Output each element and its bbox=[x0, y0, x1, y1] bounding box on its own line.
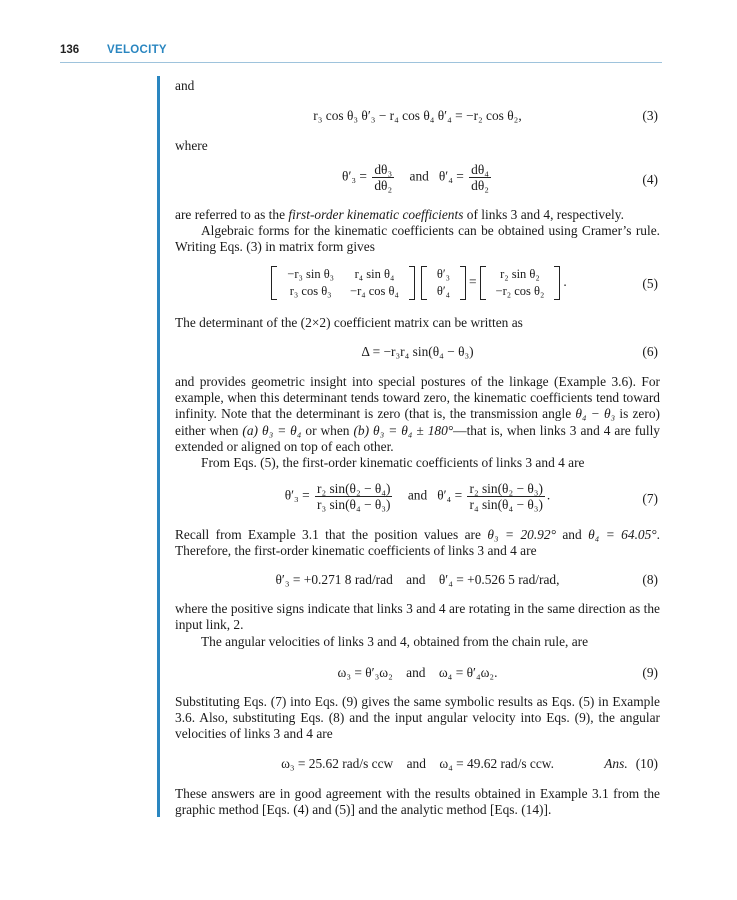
equation-3 bbox=[175, 108, 660, 128]
equation-7-frac2 bbox=[467, 481, 544, 512]
equation-7 bbox=[175, 481, 660, 517]
insight-case-a: (a) bbox=[242, 422, 259, 438]
equation-7-den1: r₃ sin(θ₄ − θ₃) bbox=[316, 497, 391, 512]
equation-4-and: and bbox=[409, 168, 429, 184]
equation-9 bbox=[175, 665, 660, 685]
matrix-cell-21: r₃ cos θ₃ bbox=[289, 284, 332, 298]
equation-4-frac1 bbox=[372, 162, 394, 193]
insight-case-b: (b) bbox=[353, 422, 370, 438]
insight-condition-b: θ₃ = θ₄ ± 180° bbox=[373, 422, 454, 438]
first-order-term: first-order kinematic coefficients bbox=[288, 207, 464, 222]
equation-8 bbox=[175, 572, 660, 592]
example-sidebar-rule bbox=[157, 76, 160, 817]
chapter-title: VELOCITY bbox=[107, 44, 167, 56]
matrix-cell-22: −r₄ cos θ₄ bbox=[350, 284, 399, 298]
vector-cell-1: θ′₃ bbox=[436, 267, 450, 281]
equation-7-lhs2: θ′₄ = bbox=[437, 487, 463, 503]
insight-text-2: is zero) either when bbox=[175, 406, 660, 438]
equation-5-rhs-vector bbox=[480, 266, 561, 300]
equation-9-number: (9) bbox=[642, 665, 658, 680]
equation-10-body: ω₃ = 25.62 rad/s ccw and ω₄ = 49.62 rad/s ccw. bbox=[281, 756, 554, 771]
equation-4-num2: dθ₄ bbox=[471, 162, 489, 177]
rhs-cell-1: r₂ sin θ₂ bbox=[500, 267, 540, 281]
paragraph-where: where bbox=[175, 138, 208, 153]
first-order-post: of links 3 and 4, respectively. bbox=[463, 207, 624, 222]
equation-4-body bbox=[175, 162, 660, 193]
equation-10-number-group bbox=[604, 756, 658, 772]
equation-4-den2: dθ₂ bbox=[471, 178, 489, 193]
matrix-cell-12: r₄ sin θ₄ bbox=[354, 267, 395, 281]
insight-condition-a: θ₃ = θ₄ bbox=[262, 422, 302, 438]
equation-10 bbox=[175, 756, 660, 776]
insight-text-3: —that is, when links 3 and 4 are fully extended or aligned on top of each other. bbox=[175, 422, 660, 454]
paragraph-recall bbox=[175, 527, 660, 559]
equation-7-body bbox=[175, 481, 660, 512]
recall-and: and bbox=[555, 527, 589, 542]
equation-7-num1: r₂ sin(θ₂ − θ₄) bbox=[316, 481, 391, 496]
equation-5-unknown-vector bbox=[421, 266, 466, 300]
equation-4 bbox=[175, 162, 660, 198]
equation-5-period: . bbox=[563, 274, 567, 290]
equation-4-lhs2: θ′₄ = bbox=[438, 168, 464, 184]
equation-5-number: (5) bbox=[642, 276, 658, 291]
insight-or: or when bbox=[301, 422, 354, 438]
equation-4-den1: dθ₂ bbox=[374, 178, 393, 193]
equation-8-body: θ′₃ = +0.271 8 rad/rad and θ′₄ = +0.526 5 rad/rad, bbox=[275, 572, 560, 587]
paragraph-and: and bbox=[175, 78, 195, 93]
equation-7-period: . bbox=[546, 487, 551, 503]
equation-5 bbox=[175, 266, 660, 302]
recall-theta4: θ₄ = 64.05° bbox=[588, 527, 657, 542]
recall-theta3: θ₃ = 20.92° bbox=[487, 527, 556, 542]
insight-text-1: and provides geometric insight into special postures of the linkage (Example 3.6). For example, when this determinant tends toward zero, the kinematic coefficients tend toward infinity. Note that the determinant is zero (that is, the transmission angle bbox=[175, 374, 660, 422]
equation-6 bbox=[175, 344, 660, 364]
paragraph-substituting: Substituting Eqs. (7) into Eqs. (9) gives the same symbolic results as Eqs. (5) in Example 3.6. Also, substituting Eqs. (8) and the input angular velocity into Eqs. (9), the angular velocities of links 3 and 4 are bbox=[175, 694, 660, 742]
equation-3-number: (3) bbox=[642, 108, 658, 123]
equation-5-body bbox=[175, 266, 660, 300]
rhs-cell-2: −r₂ cos θ₂ bbox=[495, 284, 545, 298]
equation-7-lhs1: θ′₃ = bbox=[284, 487, 310, 503]
page-header bbox=[60, 44, 662, 63]
equation-4-number: (4) bbox=[642, 172, 658, 187]
paragraph-determinant: The determinant of the (2×2) coefficient matrix can be written as bbox=[175, 315, 523, 330]
first-order-pre: are referred to as the bbox=[175, 207, 289, 222]
insight-transmission-angle: θ₄ − θ₃ bbox=[575, 406, 616, 422]
matrix-cell-11: −r₃ sin θ₃ bbox=[287, 267, 335, 281]
equation-7-den2: r₄ sin(θ₄ − θ₃) bbox=[469, 497, 543, 512]
equation-4-frac2 bbox=[469, 162, 491, 193]
equation-7-number: (7) bbox=[642, 491, 658, 506]
equation-6-number: (6) bbox=[642, 344, 658, 359]
equation-3-body: r₃ cos θ₃ θ′₃ − r₄ cos θ₄ θ′₄ = −r₂ cos θ₂, bbox=[313, 108, 522, 123]
recall-text-2: . Therefore, the first-order kinematic coefficients of links 3 and 4 are bbox=[175, 527, 661, 559]
equation-7-num2: r₂ sin(θ₂ − θ₃) bbox=[469, 481, 543, 496]
page-number: 136 bbox=[60, 44, 80, 56]
equation-4-num1: dθ₃ bbox=[374, 162, 393, 177]
equation-8-number: (8) bbox=[642, 572, 658, 587]
paragraph-insight bbox=[175, 374, 660, 455]
equation-4-lhs1: θ′₃ = bbox=[342, 168, 367, 184]
paragraph-algebraic: Algebraic forms for the kinematic coefficients can be obtained using Cramer’s rule. Writing Eqs. (3) in matrix form gives bbox=[175, 223, 660, 255]
recall-text-1: Recall from Example 3.1 that the position values are bbox=[175, 527, 488, 542]
equation-10-ans-label: Ans. bbox=[604, 756, 628, 771]
equation-9-body: ω₃ = θ′₃ω₂ and ω₄ = θ′₄ω₂. bbox=[337, 665, 498, 680]
equation-7-frac1 bbox=[315, 481, 392, 512]
vector-cell-2: θ′₄ bbox=[436, 284, 450, 298]
equation-6-body: Δ = −r₃r₄ sin(θ₄ − θ₃) bbox=[361, 344, 474, 359]
equation-5-equals: = bbox=[468, 274, 477, 290]
equation-5-coefficient-matrix bbox=[271, 266, 415, 300]
equation-10-number: (10) bbox=[635, 756, 658, 771]
equation-7-and: and bbox=[407, 487, 428, 503]
paragraph-answers: These answers are in good agreement with the results obtained in Example 3.1 from the graphic method [Eqs. (4) and (5)] and the analytic method [Eqs. (14)]. bbox=[175, 786, 660, 818]
paragraph-first-order bbox=[175, 207, 660, 223]
paragraph-positive-signs: where the positive signs indicate that links 3 and 4 are rotating in the same direction as the input link, 2. bbox=[175, 601, 660, 633]
paragraph-angular: The angular velocities of links 3 and 4, obtained from the chain rule, are bbox=[201, 634, 589, 649]
paragraph-from-eqs: From Eqs. (5), the first-order kinematic coefficients of links 3 and 4 are bbox=[201, 455, 585, 470]
